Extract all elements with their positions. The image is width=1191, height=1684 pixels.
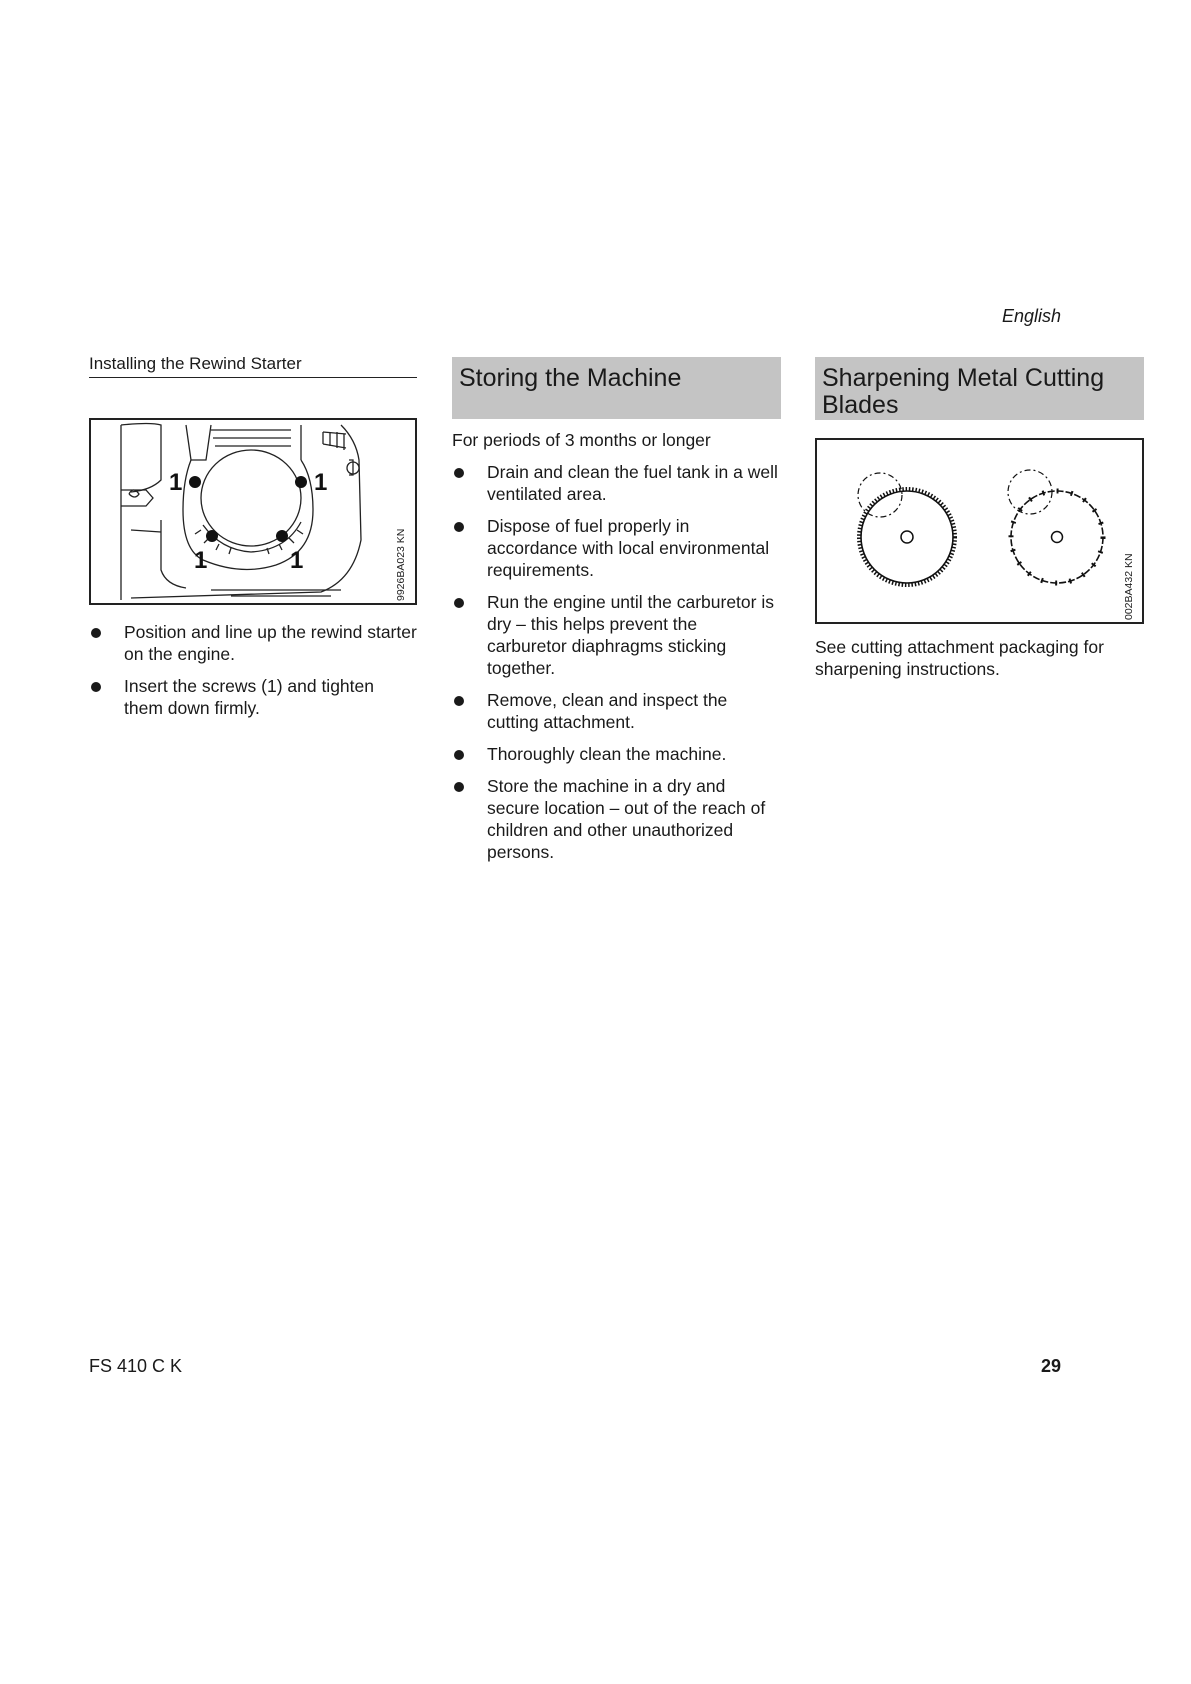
figure-code: 9926BA023 KN bbox=[395, 528, 407, 601]
list-item: Thoroughly clean the machine. bbox=[452, 743, 781, 765]
bullet-icon bbox=[454, 522, 464, 532]
sharpening-text: See cutting attachment packaging for sharpening instructions. bbox=[815, 637, 1104, 679]
model-label: FS 410 C K bbox=[89, 1356, 183, 1376]
callout-label-1: 1 bbox=[314, 469, 328, 496]
screw-marker-top-right bbox=[295, 476, 307, 488]
callout-label-1: 1 bbox=[194, 547, 208, 574]
callout-label-1: 1 bbox=[290, 547, 304, 574]
screw-marker-top-left bbox=[189, 476, 201, 488]
sharpening-heading: Sharpening Metal Cutting Blades bbox=[815, 357, 1144, 420]
bullet-icon bbox=[454, 598, 464, 608]
bullet-icon bbox=[91, 628, 101, 638]
list-item: Dispose of fuel properly in accordance with local environmental requirements. bbox=[452, 515, 781, 581]
bullet-icon bbox=[454, 750, 464, 760]
list-item: Store the machine in a dry and secure location – out of the reach of children and other unauthorized persons. bbox=[452, 775, 781, 863]
rewind-starter-figure bbox=[89, 418, 417, 605]
figure-code: 002BA432 KN bbox=[1123, 553, 1135, 620]
page-number: 29 bbox=[1040, 1356, 1061, 1376]
list-item: Insert the screws (1) and tighten them down firmly. bbox=[89, 675, 417, 719]
bullet-icon bbox=[454, 468, 464, 478]
screw-marker-bottom-right bbox=[276, 530, 288, 542]
bullet-icon bbox=[91, 682, 101, 692]
bullet-icon bbox=[454, 696, 464, 706]
storing-heading: Storing the Machine bbox=[452, 357, 781, 419]
rewind-starter-steps bbox=[89, 621, 417, 729]
storing-intro: For periods of 3 months or longer bbox=[452, 430, 711, 450]
rewind-starter-drawing bbox=[91, 420, 415, 603]
rewind-starter-heading: Installing the Rewind Starter bbox=[89, 354, 417, 378]
bullet-icon bbox=[454, 782, 464, 792]
blades-figure bbox=[815, 438, 1144, 624]
storing-steps bbox=[452, 461, 781, 873]
callout-label-1: 1 bbox=[169, 469, 183, 496]
screw-marker-bottom-left bbox=[206, 530, 218, 542]
list-item: Run the engine until the carburetor is dry – this helps prevent the carburetor diaphragms sticking together. bbox=[452, 591, 781, 679]
list-item: Remove, clean and inspect the cutting attachment. bbox=[452, 689, 781, 733]
list-item: Drain and clean the fuel tank in a well ventilated area. bbox=[452, 461, 781, 505]
blades-drawing bbox=[817, 440, 1142, 622]
list-item: Position and line up the rewind starter on the engine. bbox=[89, 621, 417, 665]
language-label: English bbox=[1001, 306, 1061, 326]
